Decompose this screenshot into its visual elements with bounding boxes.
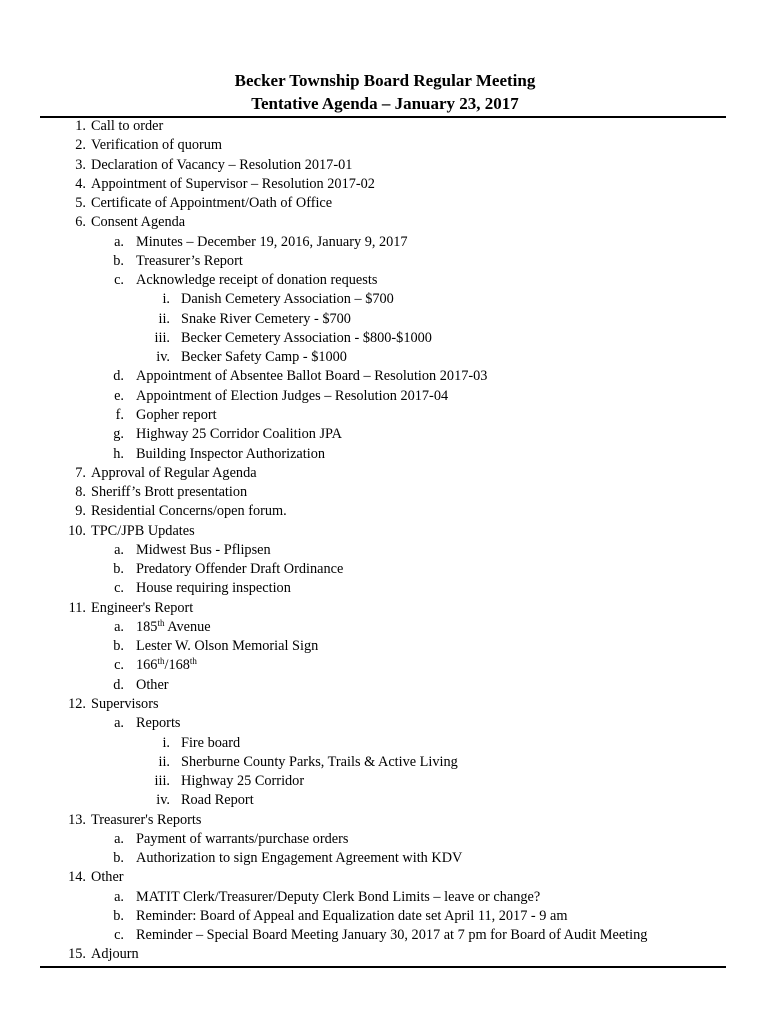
agenda-item	[0, 637, 770, 656]
agenda-item-text: Consent Agenda	[91, 214, 186, 231]
agenda-item-text: Authorization to sign Engagement Agreement with KDV	[136, 850, 463, 867]
agenda-item-text: Sherburne County Parks, Trails & Active Living	[181, 753, 458, 770]
agenda-item-text: Reminder – Special Board Meeting January 30, 2017 at 7 pm for Board of Audit Meeting	[136, 927, 648, 944]
agenda-item-number: a.	[114, 715, 124, 732]
agenda-item-text: MATIT Clerk/Treasurer/Deputy Clerk Bond Limits – leave or change?	[136, 888, 541, 905]
agenda-item-text: Residential Concerns/open forum.	[91, 503, 287, 520]
text-segment: Avenue	[164, 618, 211, 635]
agenda-item-text: Becker Safety Camp - $1000	[181, 349, 347, 366]
agenda-item-text: Supervisors	[91, 695, 159, 712]
agenda-item-text: Other	[91, 869, 124, 886]
agenda-item-number: iii.	[154, 773, 170, 790]
agenda-item-number: 14.	[68, 869, 86, 886]
text-segment: 185	[136, 618, 158, 635]
agenda-item-text: Highway 25 Corridor	[181, 773, 305, 790]
agenda-item	[0, 310, 770, 329]
agenda-item-number: a.	[114, 618, 124, 635]
agenda-item	[0, 656, 770, 675]
agenda-item	[0, 156, 770, 175]
agenda-item-number: 12.	[68, 695, 86, 712]
agenda-item-text: Treasurer's Reports	[91, 811, 202, 828]
agenda-item	[0, 772, 770, 791]
agenda-item	[0, 791, 770, 810]
agenda-item	[0, 213, 770, 232]
agenda-item-number: a.	[114, 888, 124, 905]
agenda-item-text: Minutes – December 19, 2016, January 9, 2017	[136, 233, 408, 250]
agenda-item	[0, 868, 770, 887]
agenda-item-number: 15.	[68, 946, 86, 963]
agenda-item-text: Appointment of Absentee Ballot Board – Resolution 2017-03	[136, 368, 488, 385]
agenda-item-text: Becker Cemetery Association - $800-$1000	[181, 329, 432, 346]
agenda-item	[0, 695, 770, 714]
agenda-item	[0, 252, 770, 271]
agenda-item	[0, 541, 770, 560]
agenda-item	[0, 599, 770, 618]
agenda-item-text: Highway 25 Corridor Coalition JPA	[136, 426, 342, 443]
agenda-item-number: b.	[113, 561, 124, 578]
agenda-item	[0, 290, 770, 309]
text-segment: 166	[136, 657, 158, 674]
agenda-item-text: Appointment of Supervisor – Resolution 2017-02	[91, 175, 375, 192]
agenda-item	[0, 734, 770, 753]
agenda-item	[0, 714, 770, 733]
agenda-item-text: Engineer's Report	[91, 599, 194, 616]
agenda-item-number: iv.	[156, 349, 170, 366]
agenda-item-text: Acknowledge receipt of donation requests	[136, 272, 378, 289]
agenda-item-text	[136, 618, 211, 637]
agenda-item-number: 1.	[75, 118, 86, 134]
agenda-item	[0, 483, 770, 502]
agenda-item	[0, 522, 770, 541]
agenda-item-text: Gopher report	[136, 406, 217, 423]
agenda-item-number: b.	[113, 638, 124, 655]
agenda-item-text: Other	[136, 676, 169, 693]
agenda-item-text: Road Report	[181, 792, 254, 809]
agenda-item-number: c.	[114, 927, 124, 944]
agenda-item-text: Call to order	[91, 118, 164, 134]
agenda-item-number: ii.	[158, 753, 170, 770]
agenda-item	[0, 888, 770, 907]
agenda-item-text: Predatory Offender Draft Ordinance	[136, 561, 344, 578]
agenda-item	[0, 329, 770, 348]
agenda-item-text: Payment of warrants/purchase orders	[136, 830, 349, 847]
agenda-list	[0, 117, 770, 965]
page-title: Becker Township Board Regular Meeting	[234, 71, 536, 90]
page-subtitle: Tentative Agenda – January 23, 2017	[251, 94, 519, 113]
agenda-item-number: d.	[113, 676, 124, 693]
agenda-item-number: i.	[162, 291, 170, 308]
agenda-item-number: iv.	[156, 792, 170, 809]
agenda-item-number: h.	[113, 445, 124, 462]
agenda-item-number: a.	[114, 541, 124, 558]
agenda-item	[0, 348, 770, 367]
agenda-item	[0, 849, 770, 868]
agenda-item	[0, 502, 770, 521]
agenda-item-text: Midwest Bus - Pflipsen	[136, 541, 271, 558]
agenda-item-number: i.	[162, 734, 170, 751]
agenda-item-text: Fire board	[181, 734, 241, 751]
agenda-item-text: Adjourn	[91, 946, 139, 963]
agenda-item	[0, 387, 770, 406]
agenda-item-number: 9.	[75, 503, 86, 520]
agenda-item-number: 7.	[75, 464, 86, 481]
ordinal-suffix: th	[157, 617, 165, 628]
agenda-item-number: g.	[113, 426, 124, 443]
agenda-item-number: 2.	[75, 137, 86, 154]
agenda-item-number: 6.	[75, 214, 86, 231]
agenda-item-text: TPC/JPB Updates	[91, 522, 195, 539]
agenda-item	[0, 271, 770, 290]
agenda-item-number: a.	[114, 830, 124, 847]
agenda-item	[0, 945, 770, 964]
agenda-item-number: f.	[115, 406, 124, 423]
agenda-item	[0, 445, 770, 464]
agenda-item-number: c.	[114, 657, 124, 674]
agenda-item	[0, 367, 770, 386]
agenda-item	[0, 907, 770, 926]
agenda-item	[0, 830, 770, 849]
ordinal-suffix: th	[157, 656, 165, 667]
agenda-item-number: 11.	[68, 599, 86, 616]
agenda-item	[0, 579, 770, 598]
bottom-divider	[40, 966, 726, 968]
agenda-item-number: b.	[113, 850, 124, 867]
agenda-item-number: 10.	[68, 522, 86, 539]
ordinal-suffix: th	[189, 656, 197, 667]
agenda-item-text	[136, 656, 197, 675]
agenda-item-number: e.	[114, 387, 124, 404]
text-segment: /168	[164, 657, 190, 674]
agenda-item-text: Appointment of Election Judges – Resolution 2017-04	[136, 387, 449, 404]
agenda-item-text: Verification of quorum	[91, 137, 223, 154]
agenda-item-text: Lester W. Olson Memorial Sign	[136, 638, 319, 655]
agenda-item-text: Building Inspector Authorization	[136, 445, 326, 462]
agenda-item-number: c.	[114, 580, 124, 597]
agenda-item-text: Snake River Cemetery - $700	[181, 310, 351, 327]
agenda-item-number: 4.	[75, 175, 86, 192]
agenda-item-text: Approval of Regular Agenda	[91, 464, 257, 481]
agenda-item-text: Danish Cemetery Association – $700	[181, 291, 394, 308]
agenda-item-number: iii.	[154, 329, 170, 346]
agenda-item	[0, 618, 770, 637]
agenda-item	[0, 175, 770, 194]
agenda-item	[0, 926, 770, 945]
agenda-item-text: Certificate of Appointment/Oath of Office	[91, 195, 333, 212]
agenda-item	[0, 406, 770, 425]
agenda-item	[0, 136, 770, 155]
agenda-item-number: b.	[113, 252, 124, 269]
agenda-item	[0, 233, 770, 252]
agenda-item-number: d.	[113, 368, 124, 385]
agenda-item	[0, 560, 770, 579]
agenda-item	[0, 811, 770, 830]
agenda-item	[0, 425, 770, 444]
agenda-item-number: 8.	[75, 484, 86, 501]
agenda-item	[0, 464, 770, 483]
agenda-item-number: c.	[114, 272, 124, 289]
agenda-item	[0, 676, 770, 695]
agenda-item-text: Sheriff’s Brott presentation	[91, 484, 248, 501]
agenda-item	[0, 753, 770, 772]
agenda-item-number: b.	[113, 907, 124, 924]
agenda-item-text: Declaration of Vacancy – Resolution 2017-01	[91, 156, 353, 173]
agenda-item-text: Reminder: Board of Appeal and Equalization date set April 11, 2017 - 9 am	[136, 907, 568, 924]
agenda-item-text: Reports	[136, 715, 181, 732]
agenda-item-text: House requiring inspection	[136, 580, 291, 597]
agenda-item-number: ii.	[158, 310, 170, 327]
agenda-item	[0, 117, 770, 136]
agenda-item-text: Treasurer’s Report	[136, 252, 243, 269]
agenda-item-number: a.	[114, 233, 124, 250]
agenda-item	[0, 194, 770, 213]
agenda-item-number: 3.	[75, 156, 86, 173]
agenda-item-number: 5.	[75, 195, 86, 212]
agenda-item-number: 13.	[68, 811, 86, 828]
